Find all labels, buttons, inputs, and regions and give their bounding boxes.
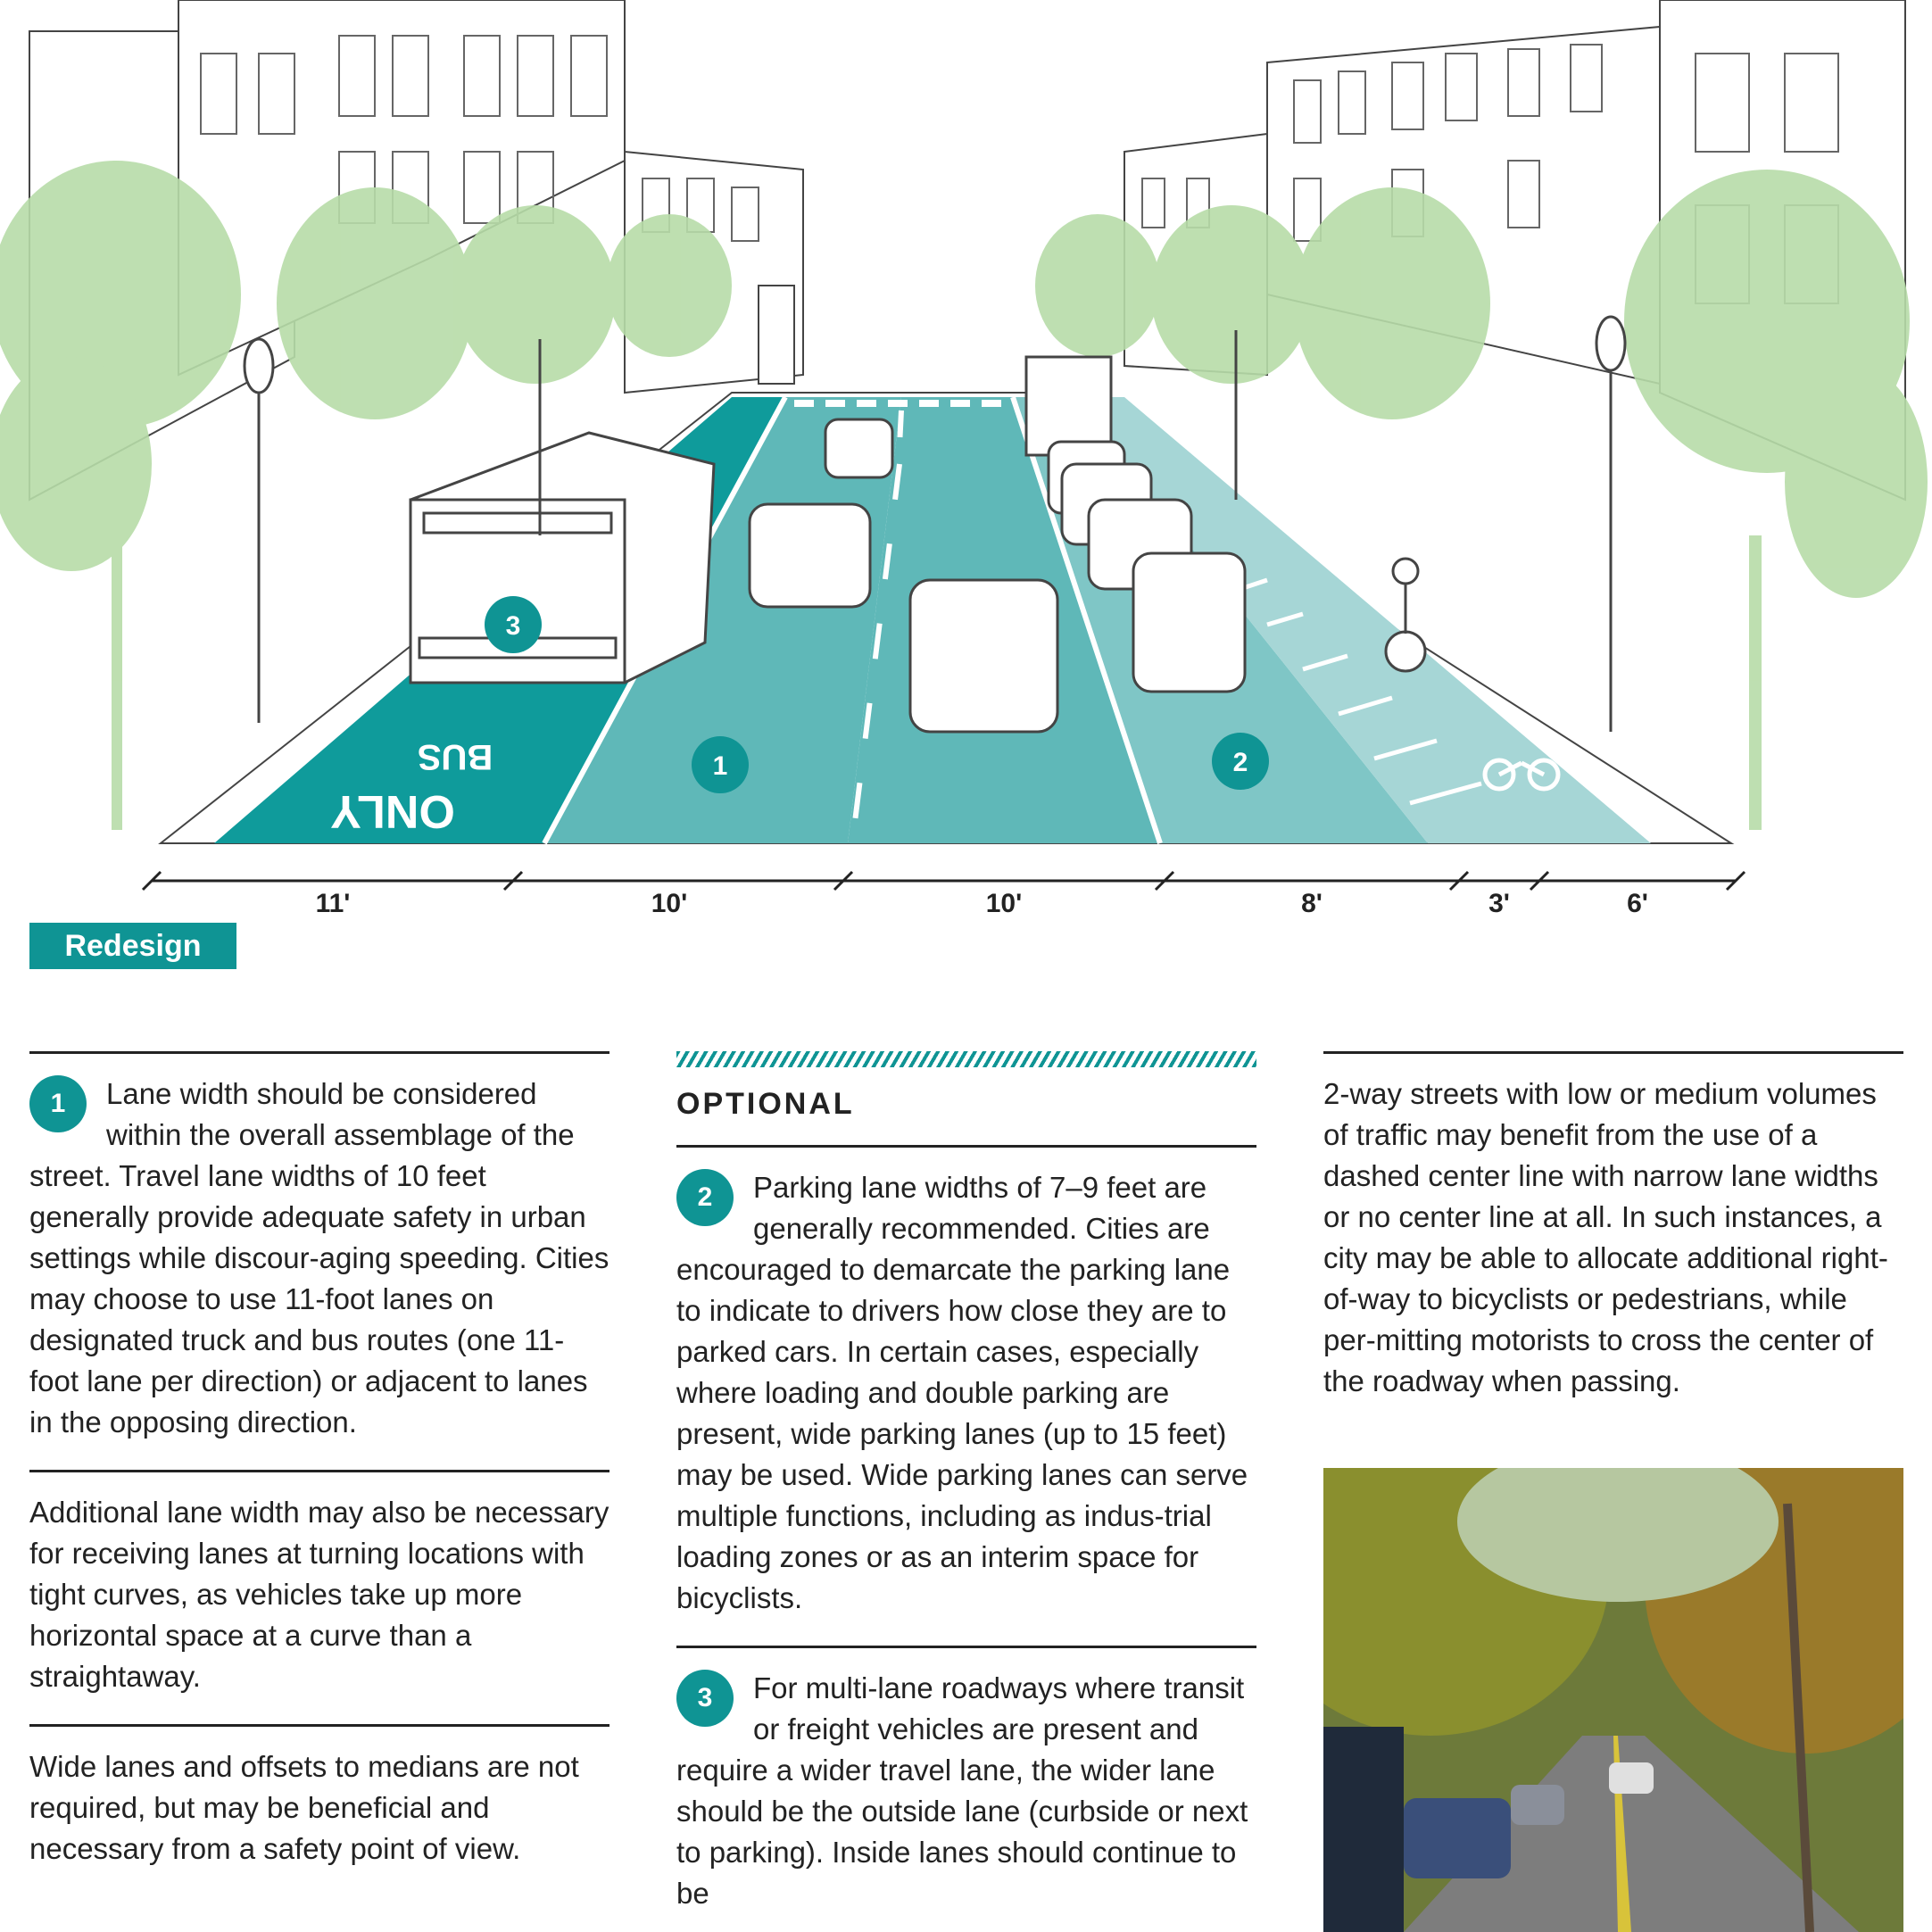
- column-1: [29, 1051, 609, 1870]
- optional-heading: OPTIONAL: [676, 1087, 855, 1121]
- svg-text:2: 2: [1232, 748, 1248, 777]
- col2-paragraph-2: 3 For multi-lane roadways where transit or freight vehicles are present and require a wider travel lane, the wider lane should be the outside lane (curbside or next to parking). Inside lanes should continue to be: [676, 1671, 1248, 1910]
- dim-parking-lane: 8': [1301, 889, 1323, 918]
- marker-1: [692, 736, 749, 793]
- dimension-line: [143, 872, 1745, 890]
- col1-paragraph-1: 1 Lane width should be considered within the overall assemblage of the street. Travel lane widths of 10 feet generally provide adequate safety in urban settings while discour-aging speeding. Cities may choose to use 11-foot lanes on designated truck and bus routes (one 11-foot lane per direction) or adjacent to lanes in the opposing direction.: [29, 1077, 609, 1439]
- col3-paragraph-1: 2-way streets with low or medium volumes of traffic may benefit from the use of a dashed center line with narrow lane widths or no center line at all. In such instances, a city may be able to allocate additional right-of-way to bicyclists or pedestrians, while per-mitting motorists to cross the center of the roadway when passing.: [1323, 1077, 1888, 1397]
- dim-bus-lane: 11': [315, 889, 351, 918]
- bus-lane-text-bus: BUS: [417, 737, 493, 776]
- marker-2: [1212, 733, 1269, 790]
- col2-paragraph-1: 2 Parking lane widths of 7–9 feet are generally recommended. Cities are encouraged to demarcate the parking lane to indicate to drivers how close they are to parked cars. In certain cases, especially where loading and double parking are present, wide parking lanes (up to 15 feet) may be used. Wide parking lanes can serve multiple functions, including as indus-trial loading zones or as an interim space for bicyclists.: [676, 1171, 1248, 1614]
- column-2: [676, 1051, 1256, 1914]
- number-badge-1: 1: [29, 1075, 87, 1132]
- marker-3: [485, 596, 542, 653]
- number-badge-3: 3: [676, 1670, 734, 1727]
- number-badge-2: 2: [676, 1169, 734, 1226]
- redesign-label: Redesign: [29, 923, 236, 969]
- street-photo: [1323, 1468, 1903, 1932]
- bus-lane-text-only: ONLY: [330, 785, 455, 837]
- cyclist: [1386, 559, 1425, 671]
- optional-hatch-bar: [676, 1051, 1256, 1067]
- dim-travel-lane-2: 10': [985, 889, 1023, 918]
- dim-buffer: 3': [1488, 889, 1510, 918]
- bus: [410, 433, 714, 683]
- column-3: [1323, 1051, 1903, 1402]
- col1-paragraph-2: Additional lane width may also be necessary for receiving lanes at turning locations with tight curves, as vehicles take up more horizontal space at a curve than a straightaway.: [29, 1496, 609, 1693]
- dim-bike-lane: 6': [1627, 889, 1648, 918]
- svg-text:3: 3: [505, 611, 521, 641]
- dim-travel-lane-1: 10': [651, 889, 688, 918]
- svg-text:1: 1: [712, 751, 728, 781]
- col1-paragraph-3: Wide lanes and offsets to medians are not required, but may be beneficial and necessary from a safety point of view.: [29, 1750, 579, 1865]
